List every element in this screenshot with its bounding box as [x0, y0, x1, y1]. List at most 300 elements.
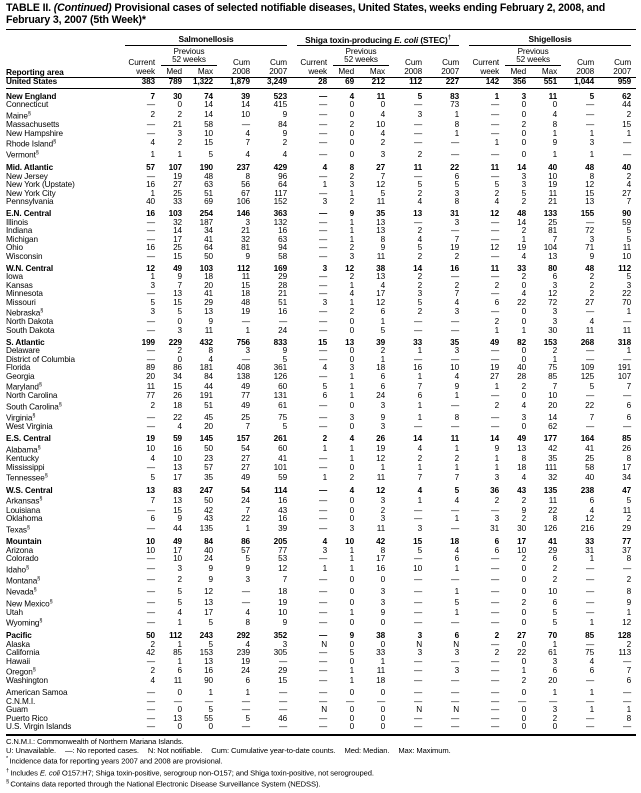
reporting-area-cell: E.S. Central: [6, 434, 51, 444]
value-cell: 0: [349, 713, 355, 723]
value-cell: 3: [521, 171, 527, 181]
value-cell: 142: [464, 78, 504, 89]
value-cell: 9: [245, 251, 250, 261]
value-cell: 0: [349, 110, 355, 120]
value-cell: 145: [199, 434, 213, 444]
value-cell: 112: [618, 263, 632, 273]
table-row: [6, 555, 636, 564]
value-cell: —: [451, 317, 460, 327]
value-cell: 4: [626, 180, 632, 189]
value-cell: 138: [236, 371, 250, 381]
value-cell: 6: [494, 537, 500, 547]
value-cell: 106: [236, 197, 250, 206]
value-cell: 187: [199, 217, 213, 227]
value-cell: —: [491, 554, 500, 564]
value-cell: 19: [490, 363, 500, 373]
reporting-area-cell: Massachusetts: [6, 121, 60, 130]
value-cell: —: [586, 607, 595, 617]
value-cell: 1: [626, 128, 632, 138]
value-cell: 3: [349, 524, 355, 533]
reporting-area-cell: North Carolina: [6, 392, 58, 401]
table-row: [6, 78, 636, 89]
value-cell: 58: [204, 120, 213, 130]
value-cell: 2: [349, 272, 355, 281]
value-cell: —: [146, 100, 155, 110]
value-cell: 9: [552, 138, 558, 148]
value-cell: —: [451, 226, 460, 235]
value-cell: 9: [177, 514, 182, 524]
value-cell: 4: [282, 149, 288, 159]
value-cell: —: [146, 412, 155, 422]
reporting-area-cell: South Dakota: [6, 326, 55, 335]
value-cell: —: [491, 110, 500, 120]
value-cell: 0: [349, 656, 355, 666]
value-cell: 4: [177, 607, 182, 617]
value-cell: —: [413, 171, 423, 181]
value-cell: 6: [626, 401, 632, 411]
value-cell: 10: [548, 391, 558, 401]
value-cell: —: [318, 138, 328, 148]
value-cell: 21: [278, 289, 288, 298]
value-cell: 8: [454, 412, 460, 422]
value-cell: 7: [626, 197, 632, 206]
value-cell: 1: [380, 656, 386, 666]
value-cell: 2: [521, 597, 527, 607]
value-cell: 13: [146, 485, 155, 495]
value-cell: —: [491, 128, 500, 138]
value-cell: 13: [413, 209, 423, 218]
value-cell: 6: [626, 676, 632, 686]
value-cell: 10: [517, 545, 527, 555]
value-cell: 14: [517, 217, 527, 227]
value-cell: 27: [490, 371, 500, 381]
value-cell: 8: [626, 554, 632, 564]
reporting-area-cell: Minnesota: [6, 290, 43, 298]
value-cell: —: [146, 607, 155, 617]
value-cell: —: [318, 171, 328, 181]
value-cell: 1: [454, 391, 460, 401]
value-cell: 5: [177, 597, 182, 607]
value-cell: 1: [380, 354, 386, 364]
value-cell: —: [241, 696, 250, 706]
value-cell: 9: [282, 617, 288, 627]
table-title: [6, 3, 636, 30]
value-cell: 318: [617, 337, 632, 347]
value-cell: 5: [589, 91, 595, 101]
value-cell: —: [413, 607, 423, 617]
value-cell: —: [146, 234, 155, 244]
value-cell: 17: [204, 607, 213, 617]
value-cell: 2: [150, 666, 155, 676]
value-cell: 22: [585, 401, 595, 411]
value-cell: 19: [241, 656, 250, 666]
value-cell: —: [451, 676, 460, 686]
value-cell: 5: [208, 149, 213, 159]
value-cell: 4: [589, 505, 595, 515]
value-cell: —: [451, 272, 460, 281]
value-cell: 4: [245, 639, 250, 649]
value-cell: —: [318, 412, 328, 422]
value-cell: —: [413, 688, 423, 698]
value-cell: 833: [273, 337, 288, 347]
value-cell: 28: [517, 371, 527, 381]
section-footnote-mark: §: [53, 139, 57, 146]
value-cell: —: [413, 128, 423, 138]
value-cell: 2: [150, 639, 155, 649]
value-cell: —: [318, 217, 328, 227]
value-cell: 31: [585, 545, 595, 555]
value-cell: 2: [417, 149, 423, 159]
section-footnote-mark: §: [33, 587, 37, 594]
value-cell: —: [278, 656, 288, 666]
value-cell: 8: [626, 713, 632, 723]
value-cell: 83: [450, 91, 460, 101]
value-cell: 48: [241, 297, 250, 307]
value-cell: 11: [376, 197, 386, 206]
value-cell: 10: [376, 120, 386, 130]
value-cell: 3: [552, 317, 558, 327]
value-cell: 104: [543, 243, 558, 252]
value-cell: 51: [204, 401, 213, 411]
value-cell: 132: [273, 217, 288, 227]
value-cell: 44: [622, 100, 632, 110]
value-cell: 9: [208, 564, 213, 574]
value-cell: 8: [626, 454, 632, 464]
value-cell: 1: [150, 149, 155, 159]
value-cell: 13: [204, 307, 213, 317]
reporting-area-cell: Indiana: [6, 227, 33, 235]
salm-cum-2008-header: Cum 2008: [218, 46, 255, 78]
value-cell: 34: [204, 226, 213, 235]
footnote-text: Includes E. coli O157:H7; Shiga toxin-positive, serogroup non-O157; and Shiga toxin-positive, not serogrouped.: [10, 768, 374, 778]
value-cell: 2: [349, 197, 355, 206]
value-cell: 9: [626, 597, 632, 607]
reporting-area-cell: Mountain: [6, 537, 42, 547]
value-cell: —: [146, 128, 155, 138]
value-cell: 71: [585, 243, 595, 252]
value-cell: 2: [417, 251, 423, 261]
value-cell: 4: [177, 422, 182, 432]
value-cell: —: [318, 325, 328, 335]
value-cell: —: [318, 209, 328, 218]
group-header-spacer: [6, 32, 120, 46]
value-cell: 6: [552, 597, 558, 607]
value-cell: 0: [521, 110, 527, 120]
value-cell: 6: [494, 545, 500, 555]
value-cell: 2: [417, 188, 423, 198]
value-cell: —: [586, 564, 595, 574]
value-cell: —: [586, 597, 595, 607]
value-cell: 6: [552, 666, 558, 676]
value-cell: —: [318, 524, 328, 533]
value-cell: —: [120, 723, 160, 735]
value-cell: 7: [380, 171, 386, 181]
value-cell: 16: [173, 444, 182, 454]
value-cell: 33: [413, 337, 423, 347]
value-cell: 6: [552, 272, 558, 281]
value-cell: 1: [454, 444, 460, 454]
value-cell: 1: [349, 188, 355, 198]
value-cell: 1: [494, 325, 500, 335]
value-cell: 155: [580, 209, 595, 218]
value-cell: 7: [245, 505, 250, 515]
value-cell: 6: [150, 514, 155, 524]
value-cell: 11: [173, 676, 182, 686]
value-cell: —: [318, 401, 328, 411]
value-cell: 10: [548, 586, 558, 596]
value-cell: 40: [517, 363, 527, 373]
value-cell: 5: [349, 648, 355, 658]
value-cell: 0: [349, 597, 355, 607]
value-cell: 2: [150, 110, 155, 120]
salm-max-header: Max: [187, 66, 218, 78]
value-cell: 3,249: [255, 78, 292, 89]
value-cell: —: [146, 705, 155, 715]
value-cell: 3: [177, 325, 182, 335]
salm-med-header: Med: [160, 66, 187, 78]
value-cell: 1: [589, 617, 595, 627]
value-cell: N: [416, 639, 423, 649]
value-cell: 3: [417, 524, 423, 533]
value-cell: 0: [349, 462, 355, 472]
value-cell: 11: [413, 163, 423, 172]
value-cell: 1: [494, 462, 500, 472]
value-cell: 59: [173, 434, 182, 444]
value-cell: 0: [521, 713, 527, 723]
value-cell: 28: [292, 78, 332, 89]
value-cell: 50: [204, 495, 213, 505]
reporting-area-cell: Tennessee§: [6, 473, 48, 483]
value-cell: 12: [548, 289, 558, 298]
value-cell: 3: [322, 197, 328, 206]
value-cell: 89: [146, 363, 155, 373]
value-cell: —: [146, 713, 155, 723]
value-cell: 363: [273, 209, 288, 218]
value-cell: 2: [349, 307, 355, 317]
value-cell: 12: [622, 617, 632, 627]
value-cell: 3: [417, 110, 423, 120]
value-cell: 11: [241, 272, 250, 281]
value-cell: 7: [589, 412, 595, 422]
value-cell: 2: [454, 280, 460, 290]
value-cell: 15: [173, 251, 182, 261]
value-cell: 29: [278, 272, 288, 281]
shig-med-header: Med: [504, 66, 531, 78]
value-cell: 9: [282, 128, 288, 138]
value-cell: —: [518, 696, 527, 706]
value-cell: 9: [589, 251, 595, 261]
value-cell: —: [278, 696, 288, 706]
value-cell: 69: [332, 78, 359, 89]
table-row: [6, 327, 636, 336]
value-cell: 3: [150, 307, 155, 317]
value-cell: 46: [278, 713, 288, 723]
value-cell: —: [413, 354, 423, 364]
reporting-area-cell: E.N. Central: [6, 209, 52, 218]
value-cell: —: [491, 100, 500, 110]
reporting-area-cell: C.N.M.I.: [6, 697, 36, 706]
value-cell: 1: [349, 444, 355, 454]
value-cell: 10: [345, 537, 355, 547]
value-cell: 1: [322, 472, 328, 482]
value-cell: —: [413, 586, 423, 596]
table-row: [6, 658, 636, 667]
value-cell: 24: [241, 666, 250, 676]
value-cell: 42: [146, 648, 155, 658]
value-cell: 1: [245, 325, 250, 335]
value-cell: 7: [626, 381, 632, 391]
value-cell: 22: [622, 289, 632, 298]
value-cell: 43: [517, 485, 527, 495]
value-cell: —: [318, 188, 328, 198]
value-cell: 33: [585, 537, 595, 547]
dagger-footnote-mark: †: [447, 34, 451, 41]
value-cell: 6: [380, 307, 386, 317]
value-cell: 4: [208, 354, 213, 364]
reporting-area-cell: Connecticut: [6, 101, 49, 110]
value-cell: 11: [376, 524, 386, 533]
value-cell: 57: [146, 163, 155, 172]
value-cell: 53: [278, 554, 288, 564]
value-cell: 74: [204, 91, 213, 101]
value-cell: 22: [173, 412, 182, 422]
value-cell: 30: [173, 91, 182, 101]
value-cell: 13: [173, 289, 182, 298]
salm-current-week-header: Current week: [120, 46, 160, 78]
value-cell: —: [318, 607, 328, 617]
value-cell: 361: [273, 363, 288, 373]
value-cell: —: [146, 346, 155, 356]
value-cell: 0: [349, 317, 355, 327]
value-cell: 59: [622, 217, 632, 227]
value-cell: 13: [173, 462, 182, 472]
value-cell: 10: [173, 554, 182, 564]
value-cell: —: [451, 575, 460, 585]
value-cell: 35: [376, 209, 386, 218]
value-cell: 49: [241, 381, 250, 391]
table-title-text: TABLE II. (Continued) Provisional cases of selected notifiable diseases, United States, weeks ending February 2, 2008, and February 3, 2007 (5th Week)*: [6, 2, 606, 26]
value-cell: 408: [236, 363, 250, 373]
value-cell: 84: [204, 371, 213, 381]
value-cell: 38: [376, 631, 386, 641]
value-cell: 18: [241, 289, 250, 298]
value-cell: 4: [454, 495, 460, 505]
value-cell: 3: [150, 280, 155, 290]
value-cell: 3: [494, 472, 500, 482]
value-cell: 205: [273, 537, 288, 547]
value-cell: —: [413, 514, 423, 524]
reporting-area-cell: Kansas: [6, 281, 33, 290]
value-cell: 28: [278, 280, 288, 290]
value-cell: 10: [241, 110, 250, 120]
value-cell: 114: [274, 485, 288, 495]
value-cell: 4: [150, 676, 155, 686]
value-cell: 243: [199, 631, 213, 641]
value-cell: 43: [204, 514, 213, 524]
value-cell: 41: [278, 454, 288, 464]
value-cell: —: [241, 597, 250, 607]
table-row: [6, 464, 636, 473]
reporting-area-cell: Pacific: [6, 631, 32, 641]
value-cell: 77: [622, 537, 632, 547]
value-cell: 64: [204, 243, 213, 252]
footnote-mark: †: [6, 767, 11, 774]
value-cell: —: [318, 91, 328, 101]
table-row: [6, 432, 636, 444]
value-cell: 3: [454, 307, 460, 317]
value-cell: 77: [278, 545, 288, 555]
value-cell: 2: [521, 676, 527, 686]
value-cell: —: [491, 696, 500, 706]
value-cell: 17: [173, 234, 182, 244]
value-cell: 19: [173, 171, 182, 181]
value-cell: 21: [173, 120, 182, 130]
value-cell: 2: [589, 272, 595, 281]
value-cell: —: [491, 575, 500, 585]
value-cell: 14: [204, 110, 213, 120]
value-cell: 7: [454, 234, 460, 244]
value-cell: 1: [589, 705, 595, 715]
value-cell: 2: [417, 307, 423, 317]
value-cell: 42: [376, 537, 386, 547]
value-cell: 133: [543, 209, 558, 218]
value-cell: 17: [376, 289, 386, 298]
value-cell: 3: [454, 346, 460, 356]
value-cell: 35: [548, 454, 558, 464]
value-cell: 1,322: [187, 78, 218, 89]
reporting-area-cell: Virginia§: [6, 413, 36, 423]
value-cell: 40: [622, 163, 632, 172]
value-cell: 32: [241, 234, 250, 244]
value-cell: 4: [417, 234, 423, 244]
shig-max-header: Max: [531, 66, 562, 78]
table-row: [6, 423, 636, 432]
value-cell: —: [413, 217, 423, 227]
value-cell: 25: [173, 188, 182, 198]
value-cell: —: [146, 617, 155, 627]
value-cell: 15: [622, 120, 632, 130]
reporting-area-cell: District of Columbia: [6, 355, 75, 364]
value-cell: 10: [548, 171, 558, 181]
value-cell: 17: [376, 554, 386, 564]
legend-item: N: Not notifiable.: [147, 745, 203, 755]
value-cell: 1: [494, 138, 500, 148]
value-cell: 85: [622, 434, 632, 444]
value-cell: 26: [622, 444, 632, 454]
value-cell: 2: [521, 120, 527, 130]
value-cell: 59: [278, 472, 288, 482]
reporting-area-cell: Arkansas§: [6, 496, 43, 507]
value-cell: 7: [417, 472, 423, 482]
value-cell: 9: [349, 631, 355, 641]
value-cell: 3: [552, 705, 558, 715]
value-cell: 86: [173, 363, 182, 373]
value-cell: —: [146, 422, 155, 432]
value-cell: —: [413, 138, 423, 148]
value-cell: —: [491, 688, 500, 698]
value-cell: 103: [168, 209, 182, 218]
reporting-area-cell: Idaho§: [6, 564, 29, 575]
value-cell: 21: [241, 226, 250, 235]
value-cell: 8: [380, 234, 386, 244]
value-cell: 14: [548, 412, 558, 422]
value-cell: 26: [173, 391, 182, 401]
value-cell: 5: [626, 495, 632, 505]
value-cell: —: [318, 485, 328, 495]
value-cell: 3: [177, 564, 182, 574]
value-cell: 75: [585, 648, 595, 658]
value-cell: 23: [204, 454, 213, 464]
